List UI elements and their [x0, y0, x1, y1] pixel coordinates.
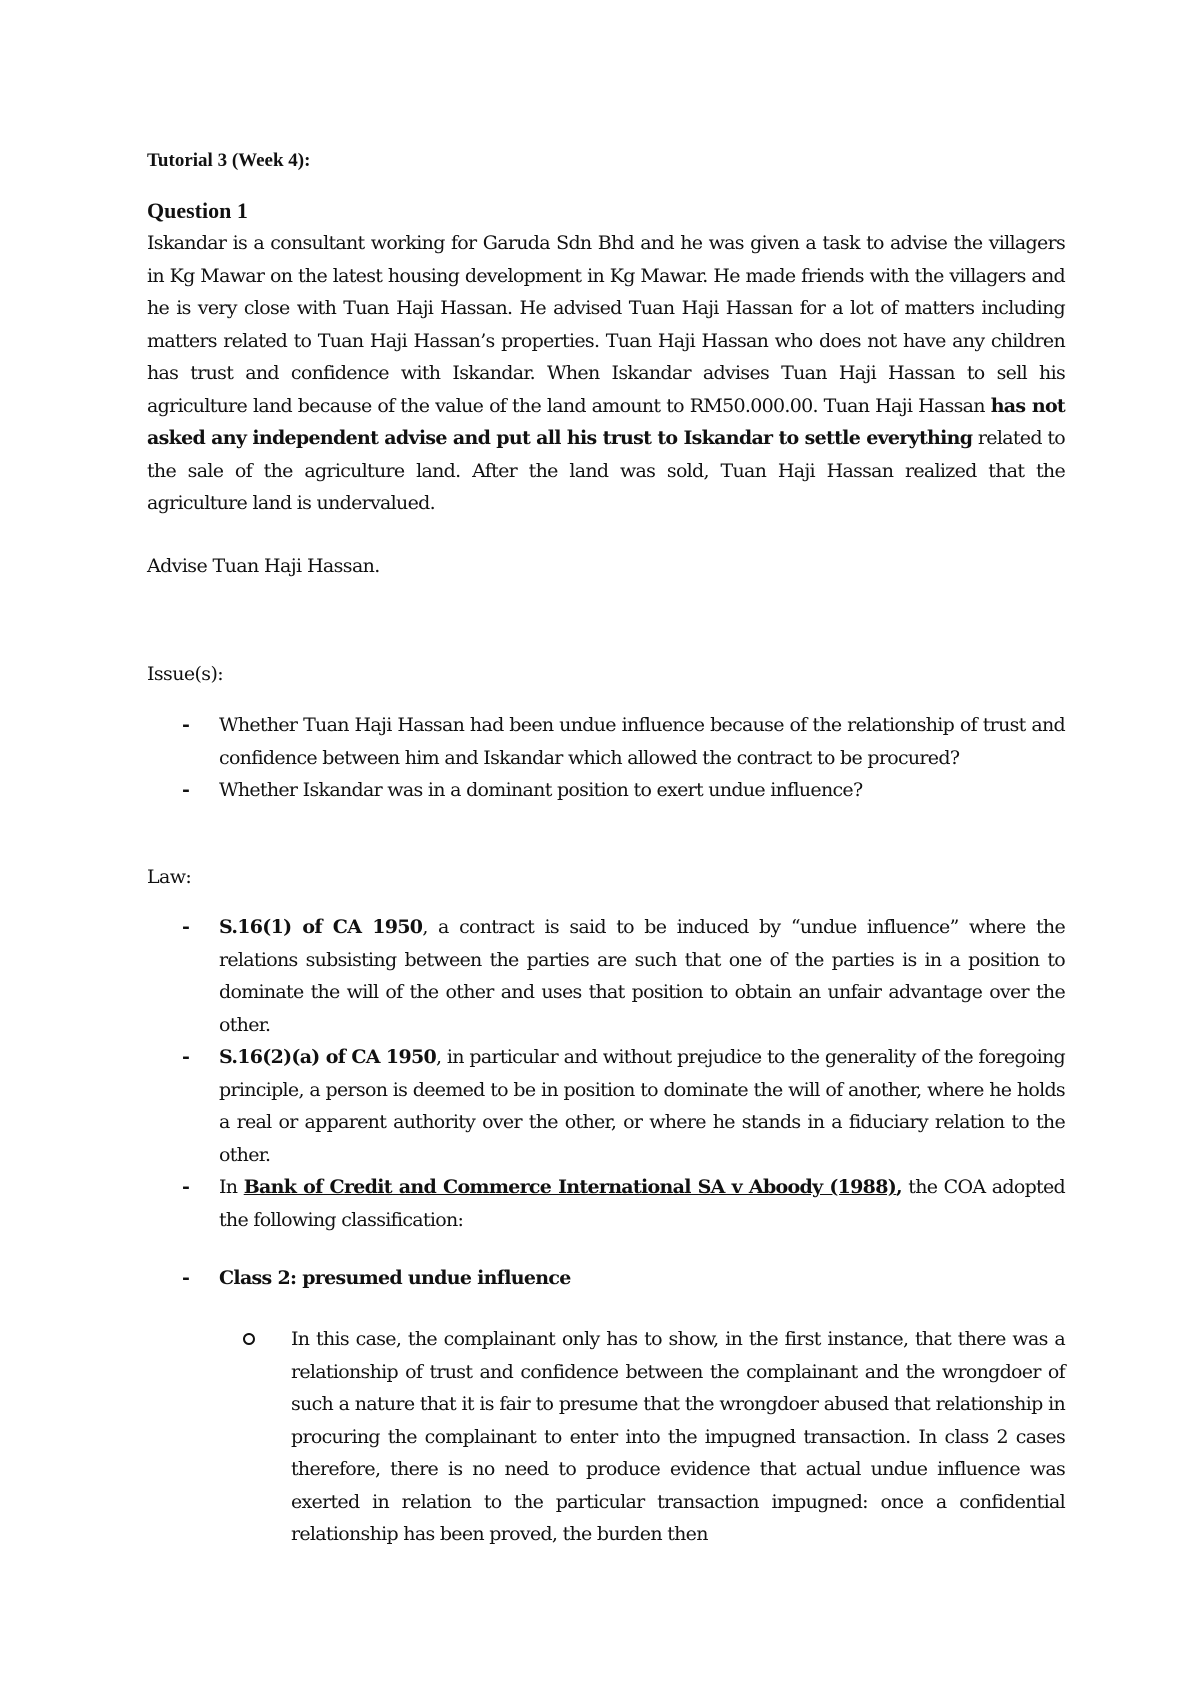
case-comma: ,: [896, 1176, 902, 1198]
issue-item: [147, 774, 1065, 807]
law-item-case: [147, 1171, 1065, 1236]
statute-s16-2a: S.16(2)(a) of CA 1950: [219, 1046, 437, 1068]
question-text-bold: has not asked any independent advise and put all his trust to Iskandar to settle everything: [147, 394, 1065, 449]
law-label: Law:: [147, 866, 192, 888]
statute-s16-2a-text: , in particular and without prejudice to the generality of the foregoing principle, a person is deemed to be in position to dominate the will of another, where he holds a real or apparent authority over the other, or where he stands in a fiduciary relation to the other.: [219, 1046, 1065, 1166]
question-text-part2: related to the sale of the agriculture land. After the land was sold, Tuan Haji Hassan realized that the agriculture land is undervalued.: [147, 427, 1065, 514]
tutorial-heading: Tutorial 3 (Week 4):: [147, 150, 311, 171]
bullet-dash: -: [182, 1046, 190, 1068]
hollow-circle-bullet-icon: [243, 1333, 255, 1345]
class2-detail-item: [219, 1323, 1065, 1551]
case-text: the COA adopted the following classification:: [219, 1176, 1065, 1231]
class2-detail-text: In this case, the complainant only has to show, in the first instance, that there was a relationship of trust and confidence between the complainant and the wrongdoer of such a nature that it is fair to presume that the wrongdoer abused that relationship in procuring the complainant to enter into the impugned transaction. In class 2 cases therefore, there is no need to produce evidence that actual undue influence was exerted in relation to the particular transaction impugned: once a confidential relationship has been proved, the burden then: [291, 1328, 1065, 1545]
bullet-dash: -: [182, 1176, 190, 1198]
law-list: [147, 911, 1065, 1295]
question-text-part1: Iskandar is a consultant working for Garuda Sdn Bhd and he was given a task to advise the villagers in Kg Mawar on the latest housing development in Kg Mawar. He made friends with the villagers and he is very close with Tuan Haji Hassan. He advised Tuan Haji Hassan for a lot of matters including matters related to Tuan Haji Hassan’s properties. Tuan Haji Hassan who does not have any children has trust and confidence with Iskandar. When Iskandar advises Tuan Haji Hassan to sell his agriculture land because of the value of the land amount to RM50.000.00. Tuan Haji Hassan: [147, 232, 1065, 417]
issue-item: [147, 709, 1065, 774]
class2-sublist: [219, 1323, 1065, 1551]
question-paragraph: [147, 227, 1065, 520]
bullet-dash: -: [182, 779, 190, 801]
question-heading: Question 1: [147, 198, 248, 223]
law-item-s16-1: [147, 911, 1065, 1041]
issues-list: [147, 709, 1065, 807]
issue-text: Whether Tuan Haji Hassan had been undue influence because of the relationship of trust and confidence between him and Iskandar which allowed the contract to be procured?: [219, 714, 1065, 769]
bullet-dash: -: [182, 916, 190, 938]
case-name: Bank of Credit and Commerce International SA v Aboody (1988): [243, 1176, 897, 1198]
class2-heading: Class 2: presumed undue influence: [219, 1267, 571, 1289]
bullet-dash: -: [182, 1267, 190, 1289]
case-prefix: In: [219, 1176, 244, 1198]
bullet-dash: -: [182, 714, 190, 736]
issues-label: Issue(s):: [147, 663, 224, 685]
law-item-s16-2a: [147, 1041, 1065, 1171]
advise-line: Advise Tuan Haji Hassan.: [147, 555, 380, 577]
statute-s16-1-text: , a contract is said to be induced by “undue influence” where the relations subsisting between the parties are such that one of the parties is in a position to dominate the will of the other and uses that position to obtain an unfair advantage over the other.: [219, 916, 1065, 1036]
issue-text: Whether Iskandar was in a dominant position to exert undue influence?: [219, 779, 863, 801]
law-item-class2: [147, 1262, 1065, 1295]
statute-s16-1: S.16(1) of CA 1950: [219, 916, 423, 938]
